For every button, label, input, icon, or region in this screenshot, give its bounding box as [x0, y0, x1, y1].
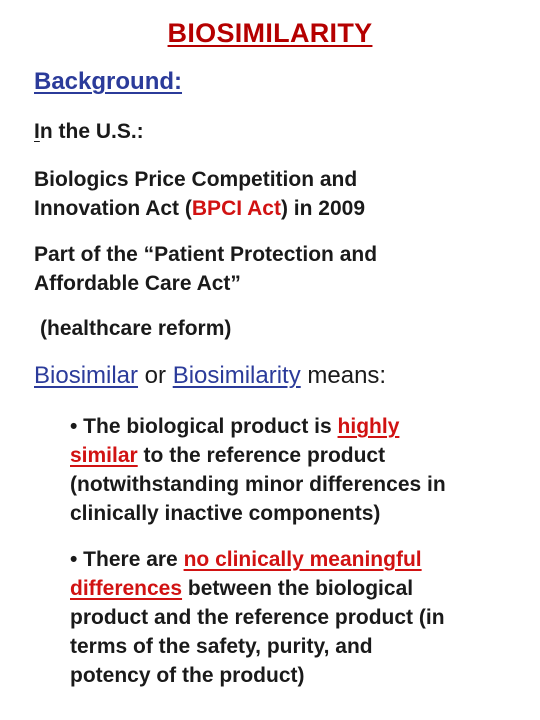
bullet-1-line-2 — [70, 441, 385, 470]
means-suffix: means: — [300, 362, 387, 389]
bullet-2-line-4: terms of the safety, purity, and — [70, 635, 373, 658]
bullet-1-line-2-post: to the reference product — [137, 444, 386, 467]
biosimilarity-term: Biosimilarity — [172, 362, 301, 389]
bullet-2-line-3: product and the reference product (in — [70, 606, 445, 629]
means-connector: or — [138, 362, 173, 389]
bpci-line-1: Biologics Price Competition and — [34, 168, 358, 191]
bullet-1-line-4: clinically inactive components) — [70, 502, 381, 525]
bpci-act-highlight: BPCI Act — [191, 197, 281, 220]
bullet-1-line-1 — [70, 412, 399, 441]
biosimilar-means-line — [34, 362, 386, 390]
bullet-2-line-1 — [70, 545, 422, 574]
biosimilar-term: Biosimilar — [34, 362, 139, 389]
highly-highlight: highly — [337, 415, 400, 438]
bullet-1-line-3: (notwithstanding minor differences in — [70, 473, 446, 496]
bpci-line-2 — [34, 194, 365, 223]
ppaca-line-2: Affordable Care Act” — [34, 272, 241, 295]
us-rest: n the U.S.: — [39, 120, 144, 143]
bullet-2-line-2 — [70, 574, 413, 603]
differences-highlight: differences — [70, 577, 183, 600]
bullet-1-text: • The biological product is — [70, 415, 338, 438]
slide-title: BIOSIMILARITY — [167, 18, 373, 48]
background-heading: Background: — [34, 68, 183, 95]
us-heading — [34, 117, 144, 146]
similar-highlight: similar — [70, 444, 138, 467]
us-first-letter: I — [34, 120, 40, 143]
no-meaningful-highlight: no clinically meaningful — [183, 548, 422, 571]
bpci-line-2-pre: Innovation Act ( — [34, 197, 192, 220]
ppaca-line-1: Part of the “Patient Protection and — [34, 243, 378, 266]
healthcare-reform-note: (healthcare reform) — [40, 317, 232, 340]
bpci-line-2-post: ) in 2009 — [280, 197, 366, 220]
bullet-2-text: • There are — [70, 548, 184, 571]
bullet-2-line-5: potency of the product) — [70, 664, 305, 687]
bullet-2-line-2-post: between the biological — [182, 577, 414, 600]
